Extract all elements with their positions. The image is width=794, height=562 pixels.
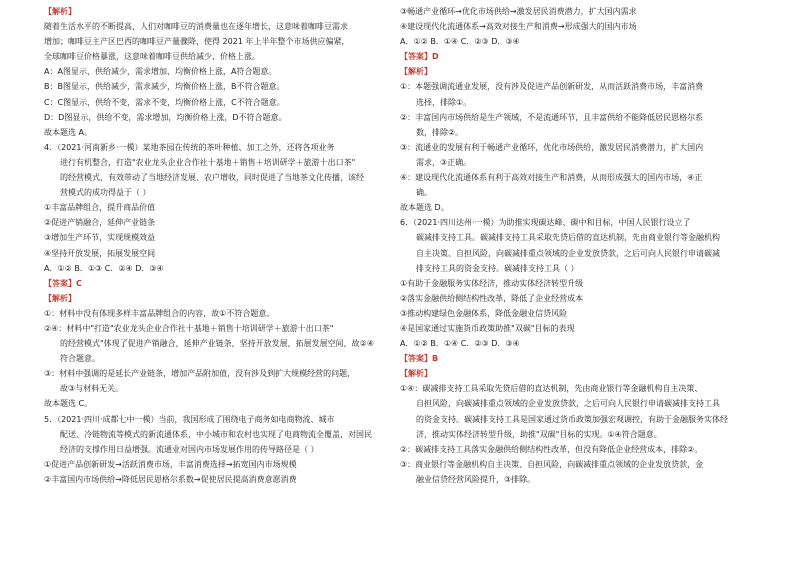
left-text-line: 的经营模式"体现了促进产销融合，延伸产业链条，坚持开放发展，拓展发展空间，故②④	[60, 339, 375, 349]
right-text-line: 碳减排支持工具。碳减排支持工具采取先贷后借的直达机制，先由商业银行等金融机构	[416, 233, 720, 243]
left-text-line: 4．（2021·河南新乡·一模）某地茶园在传统的茶叶种植、加工之外，还将各项业务	[44, 142, 335, 152]
left-text-line: 符合题意。	[60, 354, 100, 364]
right-text-line: 自担风险，向碳减排重点领域的企业发放贷款，之后可向人民银行申请碳减排支持工具	[416, 399, 720, 409]
left-text-line: ②丰富国内市场供给→降低居民恩格尔系数→促使居民提高消费意愿消费	[44, 474, 297, 484]
left-text-line: 经济的支撑作用日益增强。流通业对国内市场发展作用的传导路径是（ ）	[60, 444, 319, 454]
left-text-line: 随着生活水平的不断提高，人们对咖啡豆的消费量也在逐年增长，这意味着咖啡豆需求	[44, 22, 348, 32]
left-text-line: ③：材料中强调的是延长产业链条，增加产品附加值，没有涉及到扩大规模经营的问题，	[44, 369, 356, 379]
right-text-line: 排支持工具的资金支持。碳减排支持工具（ ）	[416, 263, 579, 273]
right-text-line: ②落实金融供给侧结构性改革，降低了企业经营成本	[400, 293, 584, 303]
left-text-line: 全球咖啡豆价格暴涨，这意味着咖啡豆供给减少，价格上涨。	[44, 52, 260, 62]
right-column	[400, 4, 760, 487]
right-text-line: ①：本题强调流通业发展，没有涉及促进产品创新研发，从而活跃消费市场，丰富消费	[400, 82, 704, 92]
right-text-line: 自主决策、自担风险，向碳减排重点领域的企业发放贷款，之后可向人民银行申请碳减	[416, 248, 720, 258]
right-text-line: 融业信贷经营风险提升，③排除。	[416, 474, 536, 484]
right-text-line: ③：商业银行等金融机构自主决策、自担风险，向碳减排重点领域的企业发放贷款，金	[400, 459, 704, 469]
left-text-line: C：C图显示，供给不变，需求不变，均衡价格上涨，C不符合题意。	[44, 97, 285, 107]
right-text-line: ③：流通业的发展有利于畅通产业循环，优化市场供给，激发居民消费潜力，扩大国内	[400, 142, 704, 152]
right-text-line: 确。	[416, 188, 432, 198]
right-text-line: ③推动构建绿色金融体系，降低金融业信贷风险	[400, 308, 568, 318]
left-text-line: A．①② B．①③ C．②④ D．③④	[44, 263, 164, 273]
right-text-line: 6．（2021·四川达州·一模）为助推实现碳达峰、碳中和目标，中国人民银行设立了	[400, 218, 691, 228]
right-text-line: 【解析】	[400, 369, 432, 379]
left-text-line: 故本题选 A。	[44, 127, 93, 137]
right-text-line: 【答案】D	[400, 52, 439, 62]
left-text-line: 故本题选 C。	[44, 399, 93, 409]
left-text-line: ②④：材料中"打造"农业龙头企业合作社十基地＋销售十培训研学＋旅游十出口茶"	[44, 323, 334, 333]
left-text-line: ①丰富品牌组合，提升商品价值	[44, 203, 156, 213]
left-text-line: ④坚持开放发展，拓展发展空间	[44, 248, 156, 258]
left-text-line: 配送、冷链物流等模式的新流通体系，中小城市和农村也实现了电商物流全覆盖，对国民	[60, 429, 372, 439]
right-text-line: ④建设现代化流通体系→高效对接生产和消费→形成强大的国内市场	[400, 22, 637, 32]
right-text-line: ②：碳减排支持工具落实金融供给侧结构性改革，但没有降低企业经营成本，排除②。	[400, 444, 703, 454]
right-text-line: A．①② B．①④ C．②③ D．③④	[400, 339, 520, 349]
left-text-line: 增加；咖啡豆主产区巴西的咖啡豆产量骤降，使得 2021 年上半年整个市场供应偏紧，	[44, 37, 350, 47]
right-text-line: 的资金支持。碳减排支持工具是国家通过货币政策加强宏观调控，有助于金融服务实体经	[416, 414, 728, 424]
right-text-line: ②：丰富国内市场供给是生产领域，不是流通环节，且丰富供给不能降低居民恩格尔系	[400, 112, 704, 122]
right-text-line: 数，排除②。	[416, 127, 464, 137]
right-text-line: ④：建设现代化流通体系有利于高效对接生产和消费，从而形成强大的国内市场，④正	[400, 173, 703, 183]
right-text-line: 【解析】	[400, 67, 432, 77]
left-text-line: A：A图显示，供给减少，需求增加，均衡价格上涨，A符合题意。	[44, 67, 277, 77]
left-text-line: 营模式的成功得益于（ ）	[60, 188, 151, 198]
left-text-line: B：B图显示，供给减少，需求减少，均衡价格上涨，B不符合题意。	[44, 82, 285, 92]
right-text-line: ①④：碳减排支持工具采取先贷后借的直达机制，先由商业银行等金融机构自主决策、	[400, 384, 703, 394]
left-text-line: 的经营模式，有效带动了当地经济发展、农户增收，同时促进了当地茶文化传播，该经	[60, 173, 364, 183]
right-text-line: 【答案】B	[400, 354, 439, 364]
left-text-line: 故③与材料无关。	[60, 384, 124, 394]
left-column	[44, 4, 404, 487]
left-text-line: D：D图显示，供给不变，需求增加，均衡价格上涨，D不符合题意。	[44, 112, 287, 122]
right-text-line: 选择，排除①。	[416, 97, 472, 107]
left-text-line: 【解析】	[44, 7, 76, 16]
right-text-line: ①有助于金融服务实体经济，推动实体经济转型升级	[400, 278, 584, 288]
right-text-line: 济，推动实体经济转型升级，助推"双碳"目标的实现。①④符合题意。	[416, 429, 662, 439]
left-text-line: ①促进产品创新研发→活跃消费市场，丰富消费选择→拓宽国内市场规模	[44, 459, 297, 469]
right-text-line: ③畅通产业循环→优化市场供给→激发居民消费潜力，扩大国内需求	[400, 7, 637, 16]
right-text-line: ④是国家通过实施货币政策助推"双碳"目标的表现	[400, 323, 575, 333]
left-text-line: ①：材料中没有体现多样丰富品牌组合的内容，故①不符合题意。	[44, 308, 275, 318]
right-text-line: A．①② B．①④ C．②③ D．③④	[400, 37, 520, 47]
left-text-line: ②促进产销融合，延伸产业链条	[44, 218, 156, 228]
right-text-line: 故本题选 D。	[400, 203, 449, 213]
right-text-line: 需求，③正确。	[416, 157, 472, 167]
left-text-line: 【答案】C	[44, 278, 82, 288]
left-text-line: 进行有机整合，打造"农业龙头企业合作社十基地＋销售＋培训研学＋旅游十出口茶"	[60, 157, 356, 167]
left-text-line: 5．（2021·四川·成都七中一模）当前，我国形成了围绕电子商务如电商物流、城市	[44, 414, 335, 424]
left-text-line: 【解析】	[44, 293, 76, 303]
left-text-line: ③增加生产环节，实现规模效益	[44, 233, 156, 243]
